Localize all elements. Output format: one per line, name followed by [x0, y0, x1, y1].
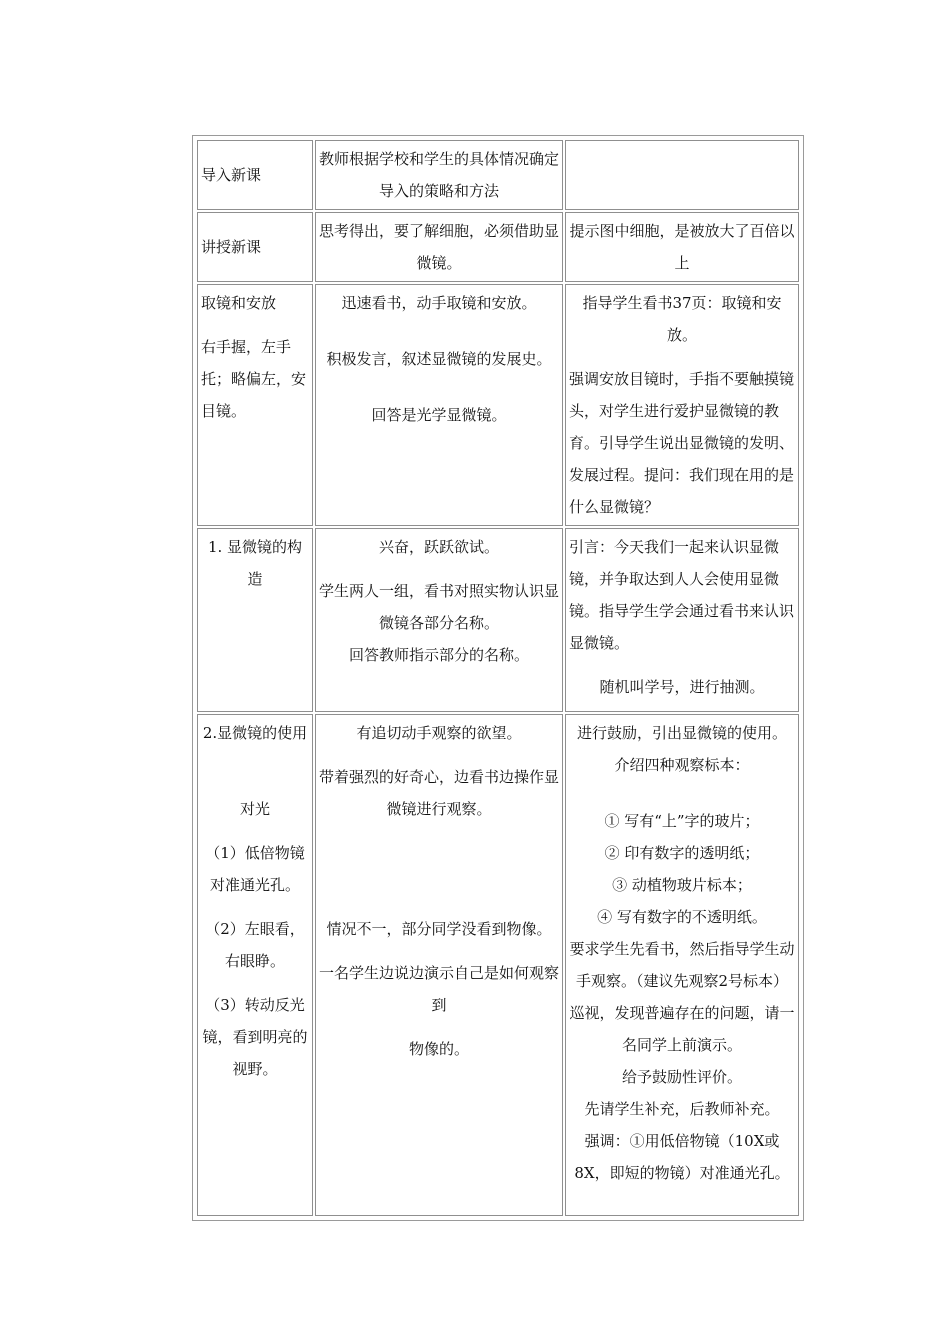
step-item: （2）左眼看，右眼睁。 [205, 920, 305, 970]
stage-label: 讲授新课 [201, 238, 262, 256]
teacher-activity: 巡视，发现普遍存在的问题，请一名同学上前演示。 [569, 1004, 795, 1054]
stage-note: 右手握，左手托；略偏左，安目镜。 [201, 338, 307, 420]
student-activity: 迅速看书，动手取镜和安放。 [341, 294, 537, 312]
cell-teacher [565, 714, 799, 1216]
teacher-activity: 指导学生看书37页：取镜和安放。 [582, 294, 782, 344]
student-activity: 带着强烈的好奇心，边看书边操作显微镜进行观察。 [319, 768, 560, 818]
specimen-item: ④ 写有数字的不透明纸。 [597, 908, 767, 926]
teacher-activity: 随机叫学号，进行抽测。 [599, 678, 765, 696]
lesson-plan-table [192, 135, 804, 1221]
student-activity: 思考得出，要了解细胞，必须借助显微镜。 [319, 222, 560, 272]
cell-stage [197, 212, 313, 282]
teacher-activity: 先请学生补充，后教师补充。 [584, 1100, 780, 1118]
teacher-activity: 提示图中细胞，是被放大了百倍以上 [569, 222, 795, 272]
specimen-item: ① 写有“上”字的玻片； [604, 812, 760, 830]
student-activity: 一名学生边说边演示自己是如何观察到 [319, 964, 560, 1014]
teacher-activity: 强调安放目镜时，手指不要触摸镜头，对学生进行爱护显微镜的教育。引导学生说出显微镜的发明、发展过程。提问：我们现在用的是什么显微镜？ [569, 370, 795, 516]
student-activity: 有追切动手观察的欲望。 [356, 724, 522, 742]
cell-stage [197, 284, 313, 526]
stage-label: 2.显微镜的使用 [202, 724, 308, 742]
stage-label: 导入新课 [201, 166, 262, 184]
teacher-activity: 给予鼓励性评价。 [621, 1068, 742, 1086]
cell-stage [197, 528, 313, 712]
table-row-usage [197, 714, 799, 1216]
teacher-activity: 要求学生先看书，然后指导学生动手观察。（建议先观察2号标本） [569, 940, 795, 990]
table-row-structure [197, 528, 799, 712]
stage-subtitle: 对光 [239, 800, 270, 818]
cell-stage [197, 140, 313, 210]
student-activity: 积极发言，叙述显微镜的发展史。 [326, 350, 552, 368]
specimen-item: ③ 动植物玻片标本； [612, 876, 752, 894]
teacher-activity: 强调：①用低倍物镜（10X或8X，即短的物镜）对准通光孔。 [574, 1132, 790, 1182]
teacher-activity: 引言：今天我们一起来认识显微镜，并争取达到人人会使用显微镜。指导学生学会通过看书来认识显微镜。 [569, 538, 795, 652]
cell-stage [197, 714, 313, 1216]
cell-teacher [565, 212, 799, 282]
stage-label: 1. 显微镜的构造 [207, 538, 303, 588]
table-row-lecture [197, 212, 799, 282]
specimen-item: ② 印有数字的透明纸； [604, 844, 760, 862]
step-item: （3）转动反光镜，看到明亮的视野。 [202, 996, 308, 1078]
student-activity: 回答教师指示部分的名称。 [348, 646, 529, 664]
table-row-take-mirror [197, 284, 799, 526]
cell-student [315, 528, 563, 712]
cell-student [315, 140, 563, 210]
student-activity: 教师根据学校和学生的具体情况确定导入的策略和方法 [319, 150, 560, 200]
student-activity: 回答是光学显微镜。 [371, 406, 507, 424]
student-activity: 物像的。 [408, 1040, 469, 1058]
cell-student [315, 212, 563, 282]
teacher-activity: 介绍四种观察标本： [614, 756, 750, 774]
student-activity: 学生两人一组，看书对照实物认识显微镜各部分名称。 [319, 582, 560, 632]
student-activity: 情况不一，部分同学没看到物像。 [326, 920, 552, 938]
lesson-grid [195, 138, 801, 1218]
cell-student [315, 714, 563, 1216]
table-row-intro [197, 140, 799, 210]
cell-teacher [565, 528, 799, 712]
student-activity: 兴奋，跃跃欲试。 [378, 538, 499, 556]
cell-teacher [565, 140, 799, 210]
cell-student [315, 284, 563, 526]
cell-teacher [565, 284, 799, 526]
stage-label: 取镜和安放 [201, 294, 277, 312]
step-item: （1）低倍物镜对准通光孔。 [205, 844, 305, 894]
teacher-activity: 进行鼓励，引出显微镜的使用。 [576, 724, 787, 742]
